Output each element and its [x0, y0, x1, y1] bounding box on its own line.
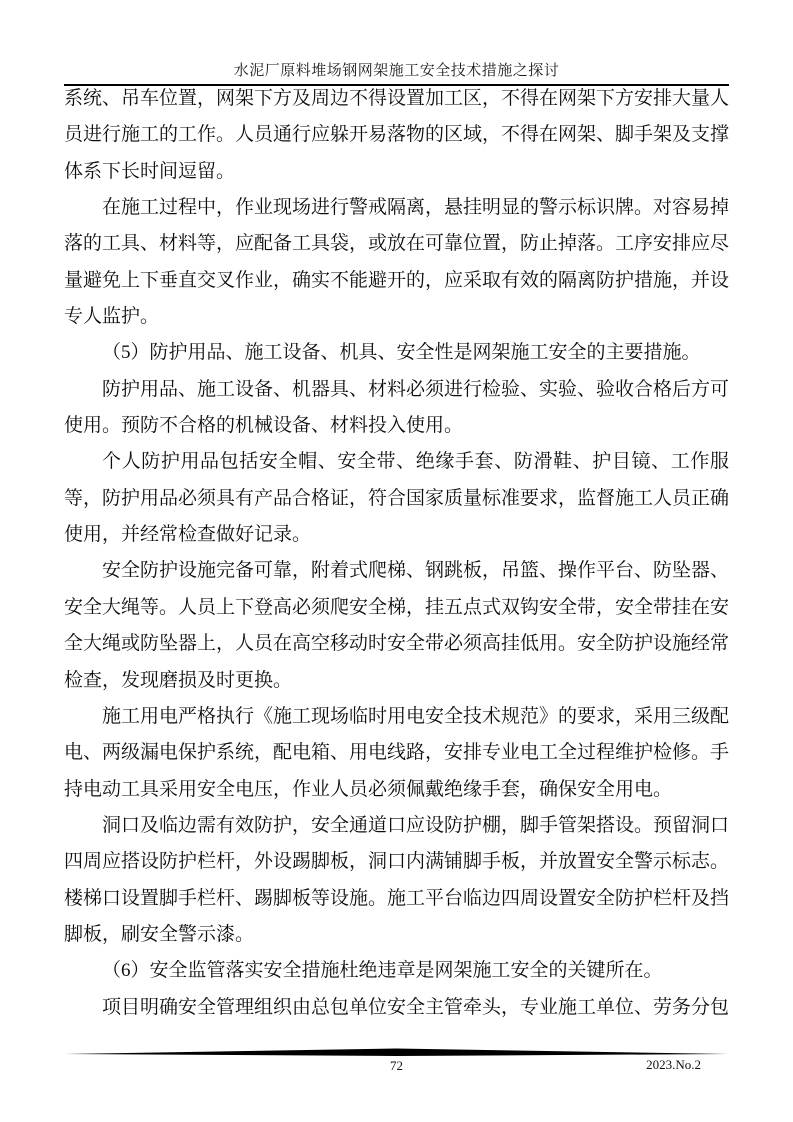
- page-number: 72: [390, 1058, 403, 1073]
- body-paragraph: 防护用品、施工设备、机器具、材料必须进行检验、实验、验收合格后方可使用。预防不合格的机械设备、材料投入使用。: [64, 378, 730, 437]
- body-paragraph: 安全防护设施完备可靠，附着式爬梯、钢跳板，吊篮、操作平台、防坠器、安全大绳等。人员上下登高必须爬安全梯，挂五点式双钩安全带，安全带挂在安全大绳或防坠器上，人员在高空移动时安全带必须高挂低用。安全防护设施经常检查，发现磨损及时更换。: [64, 560, 730, 691]
- body-paragraph: 系统、吊车位置，网架下方及周边不得设置加工区，不得在网架下方安排大量人员进行施工的工作。人员通行应躲开易落物的区域，不得在网架、脚手架及支撑体系下长时间逗留。: [64, 88, 730, 182]
- footer-rule: [64, 1048, 729, 1057]
- footer-rule-taper: [64, 1048, 729, 1057]
- running-header-title: 水泥厂原料堆场钢网架施工安全技术措施之探讨: [233, 63, 560, 79]
- body-paragraph: 施工用电严格执行《施工现场临时用电安全技术规范》的要求，采用三级配电、两级漏电保护系统，配电箱、用电线路，安排专业电工全过程维护检修。手持电动工具采用安全电压，作业人员必须佩戴绝缘手套，确保安全用电。: [64, 705, 730, 800]
- body-paragraph-list-item-5: （5）防护用品、施工设备、机具、安全性是网架施工安全的主要措施。: [102, 342, 701, 364]
- body-paragraph: 个人防护用品包括安全帽、安全带、绝缘手套、防滑鞋、护目镜、工作服等，防护用品必须具有产品合格证，符合国家质量标准要求，监督施工人员正确使用，并经常检查做好记录。: [64, 451, 730, 546]
- body-paragraph: 项目明确安全管理组织由总包单位安全主管牵头，专业施工单位、劳务分包: [102, 996, 730, 1018]
- document-body: [64, 81, 729, 1026]
- body-paragraph: 在施工过程中，作业现场进行警戒隔离，悬挂明显的警示标识牌。对容易掉落的工具、材料等，应配备工具袋，或放在可靠位置，防止掉落。工序安排应尽量避免上下垂直交叉作业，确实不能避开的，应采取有效的隔离防护措施，并设专人监护。: [64, 197, 730, 328]
- body-paragraph-list-item-6: （6）安全监管落实安全措施杜绝违章是网架施工安全的关键所在。: [102, 960, 663, 982]
- body-paragraph: 洞口及临边需有效防护，安全通道口应设防护棚，脚手管架搭设。预留洞口四周应搭设防护栏杆，外设踢脚板，洞口内满铺脚手板，并放置安全警示标志。楼梯口设置脚手栏杆、踢脚板等设施。施工平台临边四周设置安全防护栏杆及挡脚板，刷安全警示漆。: [64, 814, 730, 945]
- issue-number: 2023.No.2: [646, 1057, 701, 1072]
